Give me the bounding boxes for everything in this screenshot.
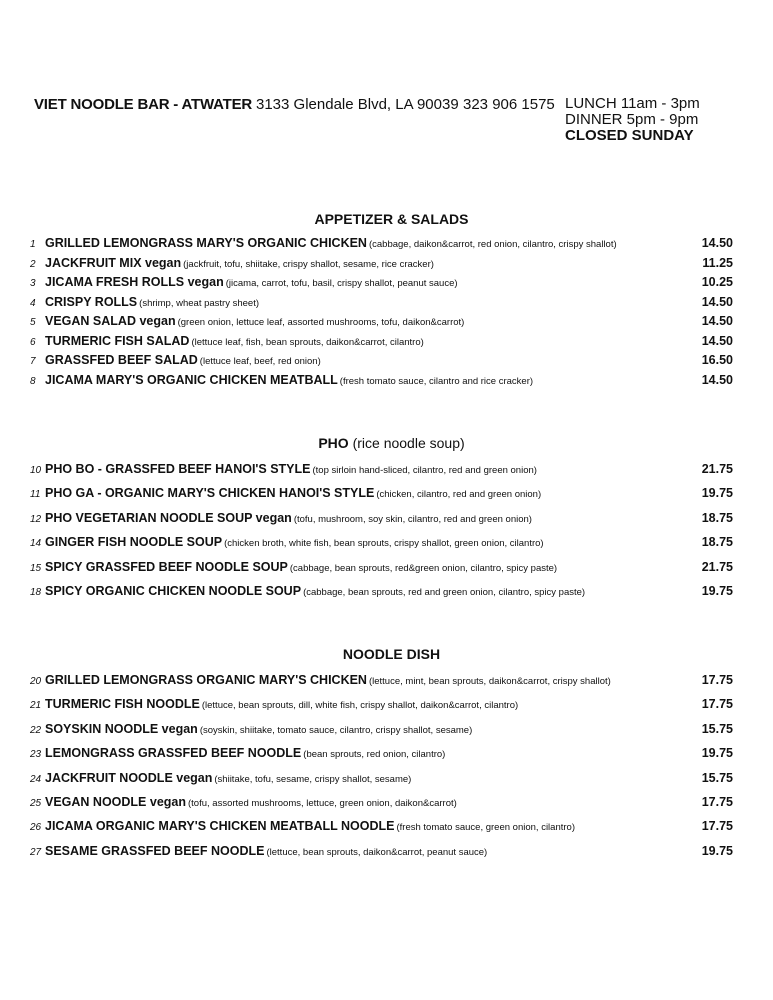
item-number: 8 — [30, 375, 36, 387]
menu-item — [0, 353, 773, 373]
item-description: (soyskin, shiitake, tomato sauce, cilantro, crispy shallot, sesame) — [199, 724, 473, 736]
item-price: 17.75 — [701, 673, 733, 687]
item-description: (lettuce, mint, bean sprouts, daikon&carrot, crispy shallot) — [368, 676, 611, 687]
item-description: (lettuce, bean sprouts, daikon&carrot, peanut sauce) — [266, 846, 488, 858]
item-number: 23 — [30, 749, 42, 761]
item-name-text: PHO VEGETARIAN NOODLE SOUP vegan — [45, 510, 292, 525]
item-number: 24 — [30, 773, 42, 785]
item-name-text: GINGER FISH NOODLE SOUP — [45, 535, 223, 550]
item-name-text: GRASSFED BEEF SALAD — [45, 353, 198, 367]
item-name-text: JICAMA FRESH ROLLS vegan — [45, 275, 224, 289]
item-description: (cabbage, bean sprouts, red&green onion, cilantro, spicy paste) — [289, 562, 558, 574]
menu-item — [0, 535, 773, 559]
item-number: 15 — [30, 562, 42, 574]
item-price: 14.50 — [701, 236, 733, 250]
item-name — [45, 722, 472, 736]
item-name-text: PHO GA - ORGANIC MARY'S CHICKEN HANOI'S STYLE — [45, 486, 375, 501]
item-description: (fresh tomato sauce, green onion, cilantro) — [396, 822, 575, 834]
section-title: APPETIZER & SALADS — [314, 211, 469, 227]
item-description: (tofu, mushroom, soy skin, cilantro, red and green onion) — [293, 513, 532, 525]
section-subtitle: (rice noodle soup) — [352, 435, 465, 451]
item-description: (tofu, assorted mushrooms, lettuce, green onion, daikon&carrot) — [188, 797, 457, 809]
menu-item — [0, 560, 773, 584]
item-number: 12 — [30, 513, 42, 525]
item-description: (cabbage, daikon&carrot, red onion, cilantro, crispy shallot) — [368, 239, 617, 250]
item-price: 19.75 — [701, 486, 733, 501]
item-name-text: JICAMA MARY'S ORGANIC CHICKEN MEATBALL — [45, 372, 338, 387]
item-name-text: CRISPY ROLLS — [45, 294, 138, 309]
item-description: (jicama, carrot, tofu, basil, crispy shallot, peanut sauce) — [225, 278, 458, 289]
restaurant-address: 3133 Glendale Blvd, LA 90039 — [256, 96, 459, 113]
item-name — [45, 256, 434, 270]
menu-item — [0, 314, 773, 334]
item-name — [45, 236, 617, 250]
menu-item — [0, 236, 773, 256]
item-price: 18.75 — [701, 510, 733, 525]
item-name — [45, 511, 532, 525]
restaurant-phone: 323 906 1575 — [463, 96, 555, 113]
item-description: (chicken broth, white fish, bean sprouts, crispy shallot, green onion, cilantro) — [224, 538, 544, 550]
item-price: 21.75 — [701, 559, 733, 574]
item-price: 17.75 — [701, 697, 733, 712]
item-number: 4 — [30, 297, 36, 309]
menu-item — [0, 673, 773, 697]
item-number: 2 — [30, 258, 36, 270]
menu-item — [0, 697, 773, 721]
item-number: 1 — [30, 239, 36, 250]
item-description: (cabbage, bean sprouts, red and green onion, cilantro, spicy paste) — [303, 586, 586, 598]
item-number: 20 — [30, 676, 42, 687]
menu-item — [0, 295, 773, 315]
item-name — [45, 462, 537, 476]
item-number: 3 — [30, 278, 36, 289]
item-description: (green onion, lettuce leaf, assorted mushrooms, tofu, daikon&carrot) — [177, 317, 465, 328]
item-description: (lettuce, bean sprouts, dill, white fish, crispy shallot, daikon&carrot, cilantro) — [201, 700, 519, 712]
item-name — [45, 697, 518, 711]
menu-item — [0, 373, 773, 393]
item-name — [45, 746, 445, 760]
menu-item — [0, 722, 773, 746]
section-title: NOODLE DISH — [342, 646, 441, 662]
item-description: (chicken, cilantro, red and green onion) — [376, 489, 542, 501]
item-price: 14.50 — [701, 333, 733, 348]
item-number: 18 — [30, 586, 42, 598]
menu-item — [0, 334, 773, 354]
section-title — [10, 435, 773, 451]
section-noodle — [0, 646, 773, 868]
item-description: (fresh tomato sauce, cilantro and rice cracker) — [339, 375, 534, 387]
menu-item — [0, 795, 773, 819]
item-price: 11.25 — [702, 255, 733, 270]
item-name-text: JACKFRUIT NOODLE vegan — [45, 770, 213, 785]
item-name — [45, 373, 533, 387]
menu-item — [0, 844, 773, 868]
item-name — [45, 334, 424, 348]
item-name-text: VEGAN SALAD vegan — [45, 314, 176, 328]
item-name-text: JACKFRUIT MIX vegan — [45, 255, 182, 270]
menu-item — [0, 486, 773, 510]
item-price: 14.50 — [701, 294, 733, 309]
item-number: 6 — [30, 336, 36, 348]
item-name — [45, 560, 557, 574]
menu-header — [34, 96, 753, 156]
item-description: (lettuce leaf, beef, red onion) — [199, 356, 321, 367]
item-name — [45, 295, 259, 309]
item-number: 7 — [30, 356, 36, 367]
item-price: 17.75 — [701, 819, 733, 834]
item-number: 14 — [30, 538, 42, 550]
item-name — [45, 486, 541, 500]
item-list — [0, 236, 773, 392]
dinner-hours: DINNER 5pm - 9pm — [565, 111, 699, 128]
item-number: 25 — [30, 797, 42, 809]
item-name — [45, 353, 321, 367]
item-price: 15.75 — [701, 770, 733, 785]
item-name-text: GRILLED LEMONGRASS ORGANIC MARY'S CHICKEN — [45, 673, 367, 687]
item-price: 19.75 — [701, 843, 733, 858]
item-list — [0, 462, 773, 608]
item-name-text: GRILLED LEMONGRASS MARY'S ORGANIC CHICKEN — [45, 236, 367, 250]
item-name-text: SESAME GRASSFED BEEF NOODLE — [45, 843, 265, 858]
opening-hours — [565, 96, 700, 144]
lunch-hours: LUNCH 11am - 3pm — [565, 95, 700, 112]
item-price: 21.75 — [701, 462, 733, 476]
item-name — [45, 584, 585, 598]
section-appetizers — [0, 211, 773, 392]
item-price: 19.75 — [701, 746, 733, 761]
item-number: 10 — [30, 465, 42, 476]
item-name — [45, 819, 575, 833]
item-price: 10.25 — [701, 275, 733, 289]
item-price: 14.50 — [701, 314, 733, 328]
menu-item — [0, 819, 773, 843]
item-name-text: SPICY ORGANIC CHICKEN NOODLE SOUP — [45, 583, 302, 598]
item-description: (bean sprouts, red onion, cilantro) — [303, 749, 446, 761]
item-name — [45, 795, 457, 809]
item-description: (shiitake, tofu, sesame, crispy shallot, sesame) — [214, 773, 412, 785]
item-name — [45, 275, 458, 289]
item-name-text: SOYSKIN NOODLE vegan — [45, 721, 198, 736]
item-name — [45, 535, 544, 549]
menu-item — [0, 771, 773, 795]
item-name — [45, 673, 611, 687]
item-number: 26 — [30, 822, 42, 834]
section-pho — [0, 435, 773, 608]
item-description: (shrimp, wheat pastry sheet) — [139, 297, 260, 309]
item-name-text: VEGAN NOODLE vegan — [45, 794, 186, 809]
item-number: 22 — [30, 724, 42, 736]
item-list — [0, 673, 773, 868]
item-number: 11 — [30, 489, 41, 501]
closed-notice: CLOSED SUNDAY — [565, 127, 694, 144]
item-number: 21 — [30, 700, 42, 712]
item-name — [45, 844, 487, 858]
item-name-text: PHO BO - GRASSFED BEEF HANOI'S STYLE — [45, 462, 311, 476]
item-price: 15.75 — [701, 721, 733, 736]
item-number: 27 — [30, 846, 42, 858]
item-price: 17.75 — [701, 794, 733, 809]
item-name-text: JICAMA ORGANIC MARY'S CHICKEN MEATBALL NOODLE — [45, 819, 395, 834]
item-number: 5 — [30, 317, 36, 328]
item-price: 16.50 — [701, 353, 733, 367]
menu-item — [0, 256, 773, 276]
menu-item — [0, 275, 773, 295]
item-name-text: SPICY GRASSFED BEEF NOODLE SOUP — [45, 559, 288, 574]
item-price: 18.75 — [701, 535, 733, 550]
menu-item — [0, 462, 773, 486]
item-name-text: TURMERIC FISH NOODLE — [45, 697, 200, 712]
menu-item — [0, 746, 773, 770]
item-description: (top sirloin hand-sliced, cilantro, red and green onion) — [312, 465, 537, 476]
item-name-text: TURMERIC FISH SALAD — [45, 333, 190, 348]
menu-item — [0, 584, 773, 608]
item-description: (lettuce leaf, fish, bean sprouts, daikon&carrot, cilantro) — [191, 336, 424, 348]
item-price: 14.50 — [701, 372, 733, 387]
menu-item — [0, 511, 773, 535]
section-title-main: PHO — [318, 435, 349, 451]
item-name — [45, 314, 464, 328]
item-name — [45, 771, 411, 785]
item-name-text: LEMONGRASS GRASSFED BEEF NOODLE — [45, 746, 302, 761]
item-description: (jackfruit, tofu, shiitake, crispy shallot, sesame, rice cracker) — [183, 258, 434, 270]
restaurant-name: VIET NOODLE BAR - ATWATER — [34, 96, 253, 113]
item-price: 19.75 — [701, 583, 733, 598]
